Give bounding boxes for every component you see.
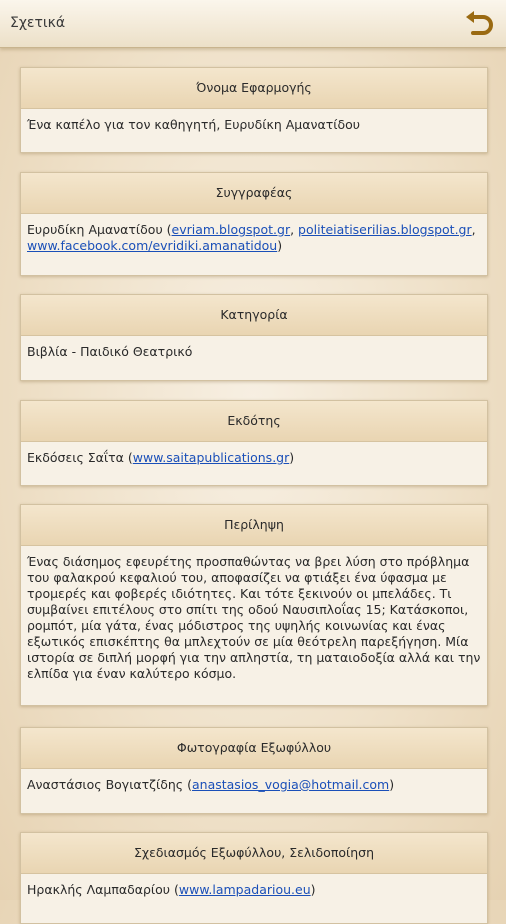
photographer-email-link[interactable]: anastasios_vogia@hotmail.com — [191, 777, 390, 792]
top-bar — [0, 0, 506, 48]
author-separator: , — [290, 222, 299, 237]
back-arrow-icon — [463, 10, 495, 38]
author-separator: , — [471, 222, 476, 237]
photographer-suffix: ) — [389, 777, 395, 792]
cover-photo-card — [20, 727, 488, 814]
author-value — [21, 214, 487, 260]
author-blog-link[interactable]: evriam.blogspot.gr — [171, 222, 291, 237]
cover-design-header: Σχεδιασμός Εξωφύλλου, Σελιδοποίηση — [21, 833, 487, 874]
app-name-header: Όνομα Εφαρμογής — [21, 68, 487, 109]
category-value: Βιβλία - Παιδικό Θεατρικό — [27, 344, 193, 359]
author-card — [20, 172, 488, 276]
cover-photo-header: Φωτογραφία Εξωφύλλου — [21, 728, 487, 769]
designer-website-link[interactable]: www.lampadariou.eu — [178, 882, 311, 897]
category-card — [20, 294, 488, 381]
summary-text: Ένας διάσημος εφευρέτης προσπαθώντας να βρει λύση στο πρόβλημα του φαλακρού κεφαλιού του, αποφασίζει να φτιάξει ένα ύφασμα με τρομερές και φοβερές ιδιότητες. Και τότε ξεκινούν οι μπελάδες. Τι συμβαίνει επιτέλους στο σπίτι της οδού Ναυσιπλοΐας 15; Κατάσκοποι, ρομπότ, μία γάτα, ένας μόδιστρος της υψηλής κοινωνίας και ένας εξωτικός επισκέπτης θα μπλεχτούν σε μία θεότρελη παρεξήγηση. Μία ιστορία σε διπλή μορφή για την απληστία, τη ματαιοδοξία αλλά και την ελπίδα για έναν καλύτερο κόσμο. — [27, 554, 481, 681]
category-header: Κατηγορία — [21, 295, 487, 336]
app-name-value: Ένα καπέλο για τον καθηγητή, Ευρυδίκη Αμανατίδου — [27, 117, 360, 132]
author-facebook-link[interactable]: www.facebook.com/evridiki.amanatidou — [27, 238, 278, 253]
designer-suffix: ) — [310, 882, 316, 897]
publisher-value — [21, 442, 487, 472]
publisher-name: Εκδόσεις Σαΐτα ( — [27, 450, 133, 465]
summary-card — [20, 504, 488, 706]
publisher-card — [20, 400, 488, 486]
author-name: Ευρυδίκη Αμανατίδου ( — [27, 222, 172, 237]
author-suffix: ) — [277, 238, 283, 253]
summary-header: Περίληψη — [21, 505, 487, 546]
publisher-website-link[interactable]: www.saitapublications.gr — [132, 450, 290, 465]
back-button[interactable] — [462, 9, 496, 39]
cover-photo-value — [21, 769, 487, 799]
publisher-suffix: ) — [289, 450, 295, 465]
author-header: Συγγραφέας — [21, 173, 487, 214]
publisher-header: Εκδότης — [21, 401, 487, 442]
author-blog2-link[interactable]: politeiatiserilias.blogspot.gr — [298, 222, 472, 237]
photographer-name: Αναστάσιος Βογιατζίδης ( — [27, 777, 192, 792]
designer-name: Ηρακλής Λαμπαδαρίου ( — [27, 882, 179, 897]
page-title: Σχετικά — [10, 15, 66, 31]
cover-design-card — [20, 832, 488, 924]
app-name-card — [20, 67, 488, 153]
